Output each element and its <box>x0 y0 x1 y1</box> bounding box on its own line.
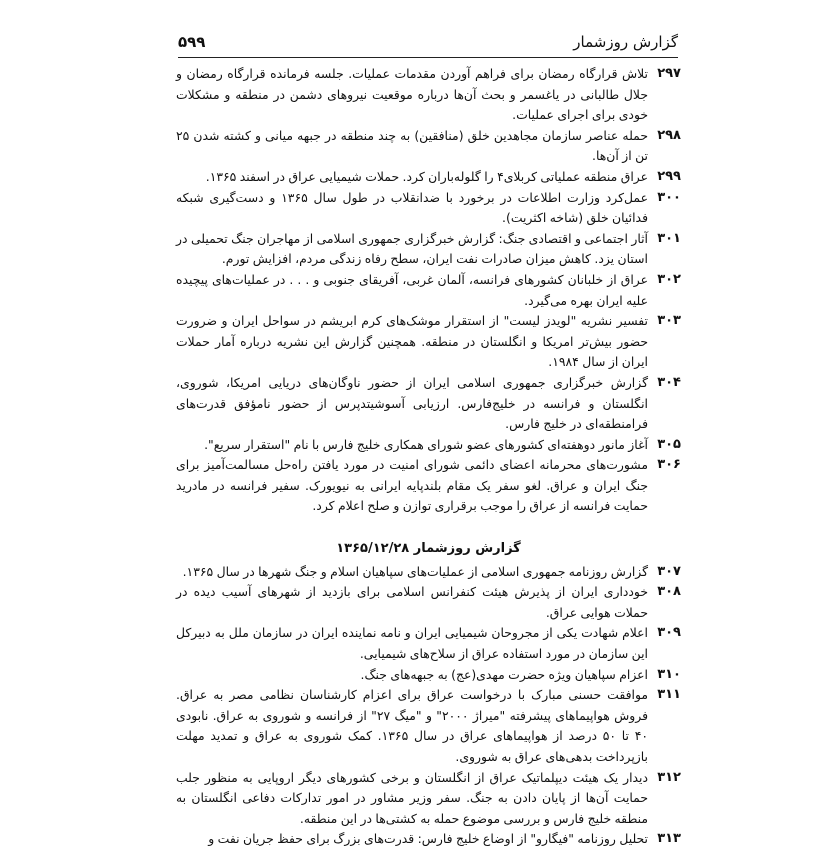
entry-number: ۳۰۷ <box>657 563 681 579</box>
entry-text: آثار اجتماعی و اقتصادی جنگ: گزارش خبرگزاری جمهوری اسلامی از مهاجران جنگ تحمیلی در استان یزد. کاهش میزان صادرات نفت ایران، سطح رفاه زندگی مردم، افزایش تورم. <box>176 230 648 267</box>
entries-group-before <box>176 64 681 517</box>
chronology-entry <box>176 64 681 126</box>
entry-number: ۳۱۱ <box>657 687 681 703</box>
chronology-entry <box>176 311 681 373</box>
chronology-entry <box>176 229 681 270</box>
chronology-entry <box>176 685 681 767</box>
chronology-entry <box>176 665 681 686</box>
entry-number: ۳۱۰ <box>657 666 681 682</box>
entry-number: ۳۰۴ <box>657 374 681 390</box>
entry-number: ۳۰۳ <box>657 313 681 329</box>
chronology-entry <box>176 623 681 664</box>
chronology-entry <box>176 829 681 850</box>
entry-number: ۳۰۶ <box>657 457 681 473</box>
chronology-entry <box>176 582 681 623</box>
entry-number: ۳۰۵ <box>657 436 681 452</box>
entries-group-after <box>176 562 681 850</box>
entry-number: ۳۱۲ <box>657 769 681 785</box>
entry-text: اعزام سپاهیان ویژه حضرت مهدی(عج) به جبهه‌های جنگ. <box>360 666 648 682</box>
chronology-entry <box>176 188 681 229</box>
entry-number: ۳۰۹ <box>657 625 681 641</box>
entry-text: خودداری ایران از پذیرش هیئت کنفرانس اسلامی برای بازدید از شهرهای آسیب دیده در حملات هوایی عراق. <box>176 584 648 620</box>
section-title: گزارش روزشمار ۱۳۶۵/۱۲/۲۸ <box>336 541 521 557</box>
entry-number: ۳۰۲ <box>657 271 681 287</box>
chronology-entry <box>176 167 681 188</box>
entry-text: عراق منطقه عملیاتی کربلای۴ را گلوله‌باران کرد. حملات شیمیایی عراق در اسفند ۱۳۶۵. <box>205 168 648 184</box>
entry-text: عراق از خلبانان کشورهای فرانسه، آلمان غربی، آفریقای جنوبی و . . . در عملیات‌های پیچیده علیه ایران بهره می‌گیرد. <box>176 271 648 308</box>
entry-text: تفسیر نشریه "لویدز لیست" از استقرار موشک‌های کرم ابریشم در سواحل ایران و ضرورت حضور بیش‌تر امریکا و انگلستان در منطقه. همچنین گزارش این نشریه درباره آمار حملات ایران از سال ۱۹۸۴. <box>176 313 648 370</box>
chronology-entry <box>176 455 681 517</box>
entry-text: حمله عناصر سازمان مجاهدین خلق (منافقین) به چند منطقه در جبهه میانی و کشته شدن ۲۵ تن از آن‌ها. <box>176 127 648 164</box>
entry-number: ۲۹۷ <box>657 66 681 81</box>
entry-text: گزارش روزنامه جمهوری اسلامی از عملیات‌های سپاهیان اسلام و جنگ شهرها در سال ۱۳۶۵. <box>182 563 648 579</box>
entry-text: آغاز مانور دوهفته‌ای کشورهای عضو شورای همکاری خلیج فارس با نام "استقرار سریع". <box>204 436 648 452</box>
entry-number: ۳۰۰ <box>657 189 681 205</box>
entry-text: دیدار یک هیئت دیپلماتیک عراق از انگلستان و برخی کشورهای دیگر اروپایی به منظور جلب حمایت آن‌ها از پایان دادن به جنگ. سفر وزیر مشاور در امور تدارکات دفاعی انگلستان به منطقه خلیج فارس و بررسی موضوع حمله به کشتی‌ها در این منطقه. <box>176 769 648 826</box>
page-number: ۵۹۹ <box>178 33 206 51</box>
entry-number: ۲۹۸ <box>657 127 681 143</box>
entry-text: تحلیل روزنامه "فیگارو" از اوضاع خلیج فارس: قدرت‌های بزرگ برای حفظ جریان نفت و <box>208 831 648 847</box>
header-divider <box>178 57 678 58</box>
chronology-entry <box>176 562 681 583</box>
chronology-list <box>176 64 681 850</box>
entry-number: ۳۰۱ <box>657 230 681 246</box>
chronology-entry <box>176 435 681 456</box>
entry-text: گزارش خبرگزاری جمهوری اسلامی ایران از حضور ناوگان‌های دریایی امریکا، شوروی، انگلستان و فرانسه در خلیج‌فارس. ارزیابی آسوشیتدپرس از حضور نامؤفق قدرت‌های فرامنطقه‌ای در خلیج فارس. <box>176 374 648 432</box>
entry-text: مشورت‌های محرمانه اعضای دائمی شورای امنیت در مورد یافتن راه‌حل مسالمت‌آمیز برای جنگ ایران و عراق. لغو سفر یک مقام بلندپایه ایرانی به نیویورک. سفیر فرانسه در مادرید حمایت فرانسه از عراق را موجب برقراری توازن و صلح اعلام کرد. <box>176 457 648 514</box>
running-header-title: گزارش روزشمار <box>573 33 678 51</box>
chronology-entry <box>176 126 681 167</box>
entry-text: عمل‌کرد وزارت اطلاعات در برخورد با ضدانقلاب در طول سال ۱۳۶۵ و دست‌گیری شبکه فدائیان خلق (شاخه اکثریت). <box>176 189 648 226</box>
entry-number: ۳۰۸ <box>657 584 681 600</box>
chronology-entry <box>176 270 681 311</box>
entry-number: ۲۹۹ <box>657 168 681 184</box>
entry-number: ۳۱۳ <box>657 831 681 847</box>
entry-text: اعلام شهادت یکی از مجروحان شیمیایی ایران و نامه نماینده ایران در سازمان ملل به دبیرکل این سازمان در مورد استفاده عراق از سلاح‌های شیمیایی. <box>176 625 648 662</box>
chronology-entry <box>176 768 681 830</box>
chronology-entry <box>176 373 681 435</box>
entry-text: تلاش قرارگاه رمضان برای فراهم آوردن مقدمات عملیات. جلسه فرمانده قرارگاه رمضان و جلال طالبانی در یاغسمر و بحث آن‌ها درباره موقعیت نیروهای دشمن در منطقه و مشکلات خودی برای اجرای عملیات. <box>176 66 648 123</box>
running-header <box>178 33 678 55</box>
entry-text: موافقت حسنی مبارک با درخواست عراق برای اعزام کارشناسان نظامی مصر به عراق. فروش هواپیماهای پیشرفته "میراژ ۲۰۰۰" و "میگ ۲۷" از فرانسه و شوروی به عراق. نابودی ۴۰ تا ۵۰ درصد از هواپیماهای عراق در سال ۱۳۶۵. کمک شوروی به عراق و تمدید مهلت بازپرداخت بدهی‌های عراق به شوروی. <box>176 687 649 764</box>
